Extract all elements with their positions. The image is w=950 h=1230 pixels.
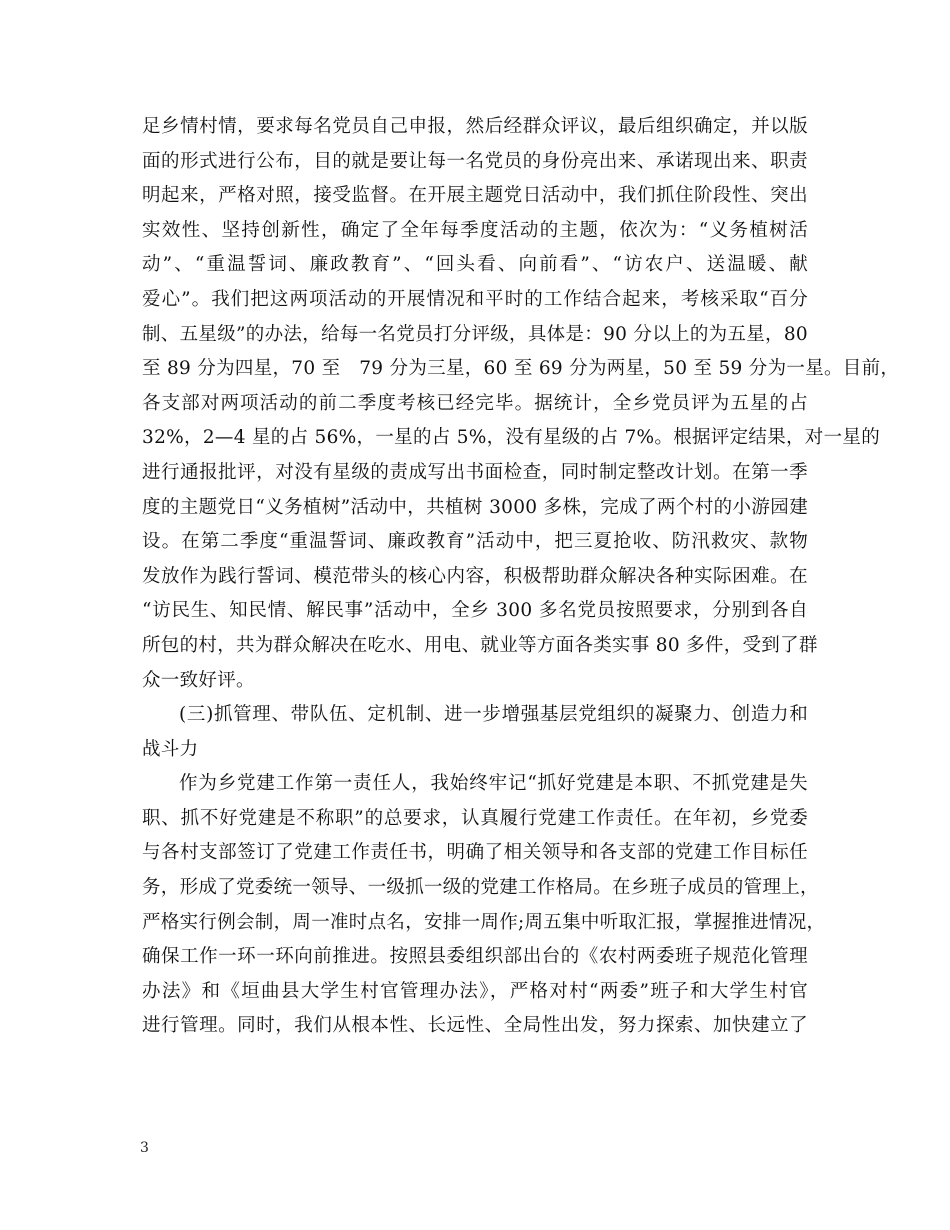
text-line: 严格实行例会制，周一准时点名，安排一周作;周五集中听取汇报，掌握推进情况， (142, 911, 826, 933)
text-line: 进行通报批评，对没有星级的责成写出书面检查，同时制定整改计划。在第一季 (142, 461, 808, 483)
text-line: 务，形成了党委统一领导、一级抓一级的党建工作格局。在乡班子成员的管理上， (142, 877, 819, 899)
text-line: 作为乡党建工作第一责任人，我始终牢记“抓好党建是本职、不抓党建是失 (179, 773, 808, 795)
text-line: 职、抓不好党建是不称职”的总要求，认真履行党建工作责任。在年初，乡党委 (142, 807, 808, 829)
text-line: 至 89 分为四星，70 至 79 分为三星，60 至 69 分为两星，50 至 59 分为一星。目前， (142, 358, 900, 380)
text-line: 动”、“重温誓词、廉政教育”、“回头看、向前看”、“访农户、送温暖、献 (142, 254, 808, 276)
text-line: 设。在第二季度“重温誓词、廉政教育”活动中，把三夏抢收、防汛救灾、款物 (142, 531, 808, 553)
text-line: 所包的村，共为群众解决在吃水、用电、就业等方面各类实事 80 多件，受到了群 (142, 634, 818, 656)
text-line: 进行管理。同时，我们从根本性、长远性、全局性出发，努力探索、加快建立了 (142, 1015, 808, 1037)
section-heading-line: (三)抓管理、带队伍、定机制、进一步增强基层党组织的凝聚力、创造力和 (179, 704, 808, 726)
text-line: 众一致好评。 (142, 669, 255, 691)
text-line: 各支部对两项活动的前二季度考核已经完毕。据统计，全乡党员评为五星的占 (142, 392, 808, 414)
text-line: 爱心”。我们把这两项活动的开展情况和平时的工作结合起来，考核采取“百分 (142, 288, 808, 310)
section-heading-line: 战斗力 (142, 738, 199, 760)
text-line: 实效性、坚持创新性，确定了全年每季度活动的主题，依次为：“义务植树活 (142, 219, 808, 241)
text-line: 32%，2—4 星的占 56%，一星的占 5%，没有星级的占 7%。根据评定结果，对一星的 (142, 427, 881, 449)
text-line: 明起来，严格对照，接受监督。在开展主题党日活动中，我们抓住阶段性、突出 (142, 185, 808, 207)
text-line: 制、五星级”的办法，给每一名党员打分评级，具体是：90 分以上的为五星，80 (142, 323, 808, 345)
text-line: 发放作为践行誓词、模范带头的核心内容，积极帮助群众解决各种实际困难。在 (142, 565, 808, 587)
page-number: 3 (140, 1140, 149, 1156)
text-line: 确保工作一环一环向前推进。按照县委组织部出台的《农村两委班子规范化管理 (142, 946, 808, 968)
text-line: 足乡情村情，要求每名党员自己申报，然后经群众评议，最后组织确定，并以版 (142, 116, 808, 137)
text-line: 面的形式进行公布，目的就是要让每一名党员的身份亮出来、承诺现出来、职责 (142, 150, 808, 172)
body-text (142, 110, 900, 1044)
text-line: 与各村支部签订了党建工作责任书，明确了相关领导和各支部的党建工作目标任 (142, 842, 808, 864)
text-line: 度的主题党日“义务植树”活动中，共植树 3000 多株，完成了两个村的小游园建 (142, 496, 808, 518)
text-line: “访民生、知民情、解民事”活动中，全乡 300 多名党员按照要求，分别到各自 (142, 600, 808, 622)
text-line: 办法》和《垣曲县大学生村官管理办法》，严格对村“两委”班子和大学生村官 (142, 980, 808, 1002)
